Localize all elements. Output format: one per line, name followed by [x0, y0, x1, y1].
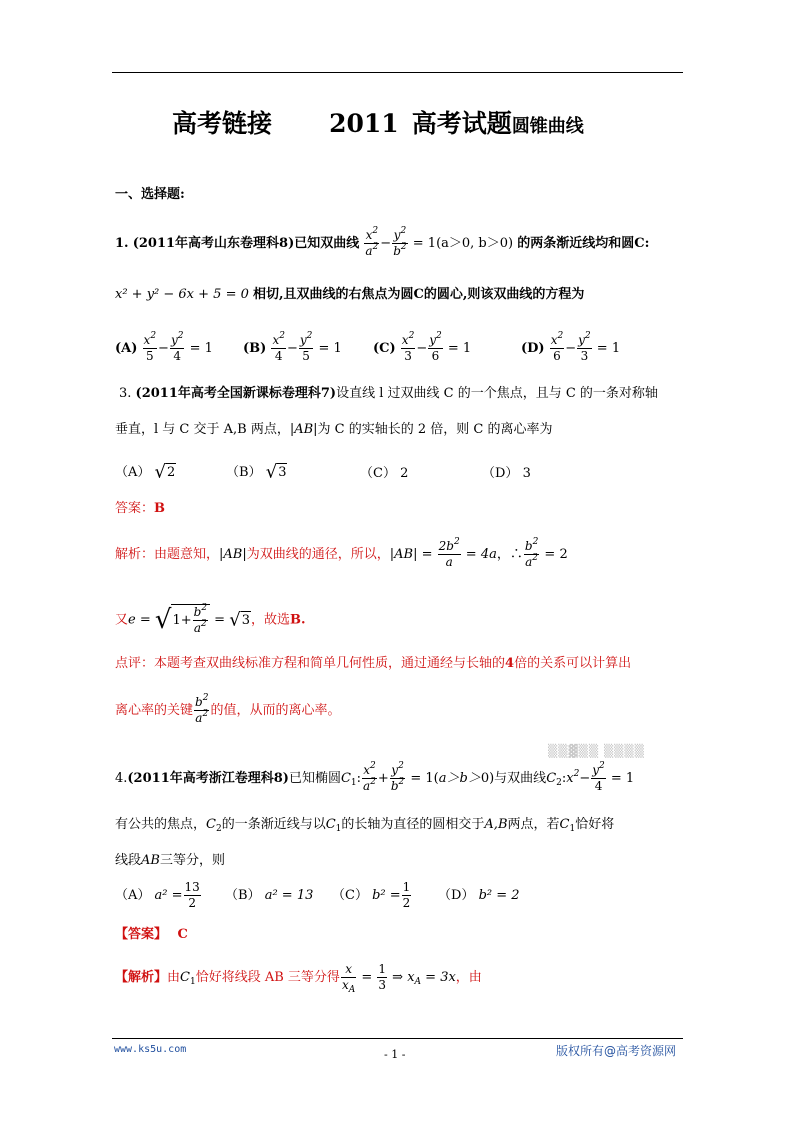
q1-option-d: (D) $\frac{x^2}{6}$ − $\frac{y^2}{3}$ = 1	[521, 331, 621, 363]
q1-option-c: (C) $\frac{x^2}{3}$ − $\frac{y^2}{6}$ = 1	[373, 331, 472, 363]
q1-circle-eq: x² + y² − 6x + 5 = 0	[115, 287, 249, 302]
q4-answer	[115, 926, 188, 944]
q3-option-label: （B）	[226, 465, 262, 480]
q4-option-c: （C） b² = $\frac{1}{2}$	[332, 880, 411, 910]
q3-stem-a: 设直线 l 过双曲线 C 的一个焦点，且与 C 的一条对称轴	[336, 386, 658, 401]
footer-site-link[interactable]: www.ks5u.com	[114, 1044, 187, 1055]
footer-copyright: 版权所有@高考资源网	[556, 1044, 677, 1058]
title-topic: 圆锥曲线	[511, 116, 584, 137]
q1-source: (2011年高考山东卷理科8)	[132, 236, 295, 251]
q4-stem-h: 线段	[115, 853, 142, 868]
q3-analysis-line2: 又e = √1+ $\frac{b^2}{a^2}$ = √3，故选B.	[115, 603, 306, 635]
q4-stem-a: 已知椭圆	[288, 771, 341, 786]
header-rule	[112, 72, 683, 73]
q3-stem-b2: 为 C 的实轴长的 2 倍，则 C 的离心率为	[317, 422, 553, 437]
q1-option-label: (D)	[521, 341, 545, 356]
q1-option-d-den-y: 3	[580, 349, 589, 363]
q3-analysis-a: 由题意知，	[154, 547, 220, 562]
page-number: - 1 -	[384, 1048, 406, 1061]
q1-option-a-den-y: 4	[173, 349, 182, 363]
q3-option-label: （A）	[115, 465, 151, 480]
q4-stem-b: 与双曲线	[494, 771, 547, 786]
q3-comment-d: 的值，从而的离心率。	[210, 703, 341, 718]
watermark-stamp: ▒▒▓▒▒ ▒▒▒▒	[548, 744, 645, 758]
q1-frac-y: $\frac{y^2}{b^2}$	[393, 226, 407, 258]
q4-stem-e: 的长轴为直径的圆相交于	[341, 817, 485, 832]
q1-option-label: (A)	[115, 341, 138, 356]
q3-answer-value: B	[154, 501, 166, 516]
title-main: 高考链接	[172, 109, 273, 138]
q4-line2: 有公共的焦点，$C_2$的一条渐近线与以$C_1$的长轴为直径的圆相交于A,B两点，若$C_1$恰好将	[115, 817, 615, 834]
q4-line1: 4.(2011年高考浙江卷理科8)已知椭圆$C_1$: $\frac{x^2}{a^2}$ + $\frac{y^2}{b^2}$ = 1(a＞b＞0)与双曲线$C_2:x^2-$ $\frac{y^2}{4}$ = 1	[115, 761, 635, 793]
q4-analysis-a: 由	[167, 970, 181, 985]
q4-number: 4.	[115, 771, 128, 786]
q4-option-label: （C）	[332, 888, 368, 903]
q4-option-b	[225, 887, 313, 905]
title-year: 2011	[329, 109, 399, 138]
q3-option-label: （C）	[360, 466, 396, 481]
q1-option-a: (A) $\frac{x^2}{5}$ − $\frac{y^2}{4}$ = 1	[115, 331, 213, 363]
q1-option-b: (B) $\frac{x^2}{4}$ − $\frac{y^2}{5}$ = 1	[243, 331, 342, 363]
q3-option-d	[482, 465, 531, 483]
q1-condition: (a＞0, b＞0)	[436, 236, 514, 251]
q1-line2	[115, 286, 584, 304]
page-title	[172, 104, 584, 140]
q4-stem-f: 两点，若	[507, 817, 560, 832]
q3-option-b-value: 3	[278, 465, 287, 480]
q4-analysis-label: 【解析】	[115, 970, 168, 985]
q4-option-d	[438, 887, 520, 905]
q1-option-c-den-x: 3	[404, 349, 412, 363]
q1-number: 1.	[115, 236, 129, 251]
section-heading: 一、选择题:	[115, 187, 185, 202]
q3-option-c	[360, 465, 408, 483]
q3-line1	[119, 385, 658, 403]
q3-comment-b: 倍的关系可以计算出	[514, 656, 632, 671]
q4-option-a: （A） a² = $\frac{13}{2}$	[115, 880, 200, 910]
q4-answer-label: 【答案】	[115, 927, 168, 942]
q3-analysis-line1: 解析：由题意知，|AB|为双曲线的通径，所以，|AB| = $\frac{2b^2}{a}$ = 4a，∴ $\frac{b^2}{a^2}$ = 2	[115, 537, 568, 569]
q3-number: 3.	[119, 386, 132, 401]
title-exam: 高考试题	[411, 109, 512, 138]
q3-answer	[115, 500, 165, 518]
q3-option-b: （B） √3	[226, 461, 287, 483]
q4-analysis-c: ，由	[455, 970, 482, 985]
q3-comment-a: 点评：本题考查双曲线标准方程和简单几何性质，通过通经与长轴的	[115, 656, 506, 671]
q3-option-d-value: 3	[522, 466, 531, 481]
q1-stem-c: 相切,且双曲线的右焦点为圆C的圆心,则该双曲线的方程为	[253, 287, 585, 302]
q4-option-d-text: b² = 2	[478, 888, 520, 903]
q1-stem-b: 的两条渐近线均和圆C:	[517, 236, 650, 251]
q1-line1: 1. (2011年高考山东卷理科8)已知双曲线 $\frac{x^2}{a^2}$ − $\frac{y^2}{b^2}$ = 1(a＞0, b＞0) 的两条渐近线均和圆C:	[115, 226, 650, 258]
q3-analysis-choice: B.	[290, 612, 306, 628]
q3-stem-b1: 垂直，l 与 C 交于 A,B 两点，	[115, 422, 290, 437]
q1-option-b-den-x: 4	[274, 349, 283, 363]
q1-option-label: (C)	[373, 341, 396, 356]
q1-option-b-den-y: 5	[302, 349, 310, 363]
q4-option-a-text: a² =	[154, 888, 183, 903]
q4-line3: 线段AB三等分，则	[115, 853, 225, 868]
q4-option-b-text: a² = 13	[264, 888, 314, 903]
q4-analysis-b: 恰好将线段 AB 三等分得	[195, 970, 340, 985]
q3-line2: 垂直，l 与 C 交于 A,B 两点，|AB|为 C 的实轴长的 2 倍，则 C 的离心率为	[115, 422, 553, 437]
footer-rule	[112, 1038, 683, 1039]
q1-stem-a: 已知双曲线	[294, 236, 360, 251]
q3-source: (2011年高考全国新课标卷理科7)	[135, 386, 337, 401]
q1-option-d-den-x: 6	[553, 349, 561, 363]
q3-comment-line1	[115, 655, 631, 673]
q4-analysis: 【解析】由$C_1$恰好将线段 AB 三等分得 $\frac{x}{x_A}$ = $\frac{1}{3}$ ⇒ $x_A = 3x$，由	[115, 962, 482, 995]
q3-option-a: （A） √2	[115, 461, 176, 483]
q4-stem-i: 三等分，则	[159, 853, 225, 868]
q3-analysis-label: 解析：	[115, 547, 155, 562]
q1-option-a-den-x: 5	[145, 349, 154, 363]
q4-answer-value: C	[177, 927, 188, 942]
q3-comment-line2: 离心率的关键 $\frac{b^2}{a^2}$ 的值，从而的离心率。	[115, 693, 341, 725]
q1-option-c-den-y: 6	[431, 349, 440, 363]
q4-option-label: （A）	[115, 888, 151, 903]
q3-analysis-b: 为双曲线的通径，所以，	[246, 547, 390, 562]
q3-analysis-c: 又	[115, 612, 129, 628]
q4-stem-c: 有公共的焦点，	[115, 817, 207, 832]
q4-option-label: （B）	[225, 888, 261, 903]
q3-comment-c: 离心率的关键	[115, 703, 194, 718]
q4-stem-g: 恰好将	[575, 817, 615, 832]
q4-source: (2011年高考浙江卷理科8)	[127, 771, 289, 786]
q1-option-label: (B)	[243, 341, 267, 356]
q3-option-a-value: 2	[167, 465, 176, 480]
q3-option-c-value: 2	[400, 466, 409, 481]
q3-analysis-d: ，故选	[250, 612, 290, 628]
q4-stem-d: 的一条渐近线与以	[221, 817, 326, 832]
q3-option-label: （D）	[482, 466, 519, 481]
q3-answer-label: 答案：	[115, 501, 155, 516]
q4-option-label: （D）	[438, 888, 475, 903]
q3-comment-num: 4	[505, 656, 515, 671]
q4-option-c-text: b² =	[372, 888, 401, 903]
q1-frac-x: $\frac{x^2}{a^2}$	[365, 226, 379, 258]
